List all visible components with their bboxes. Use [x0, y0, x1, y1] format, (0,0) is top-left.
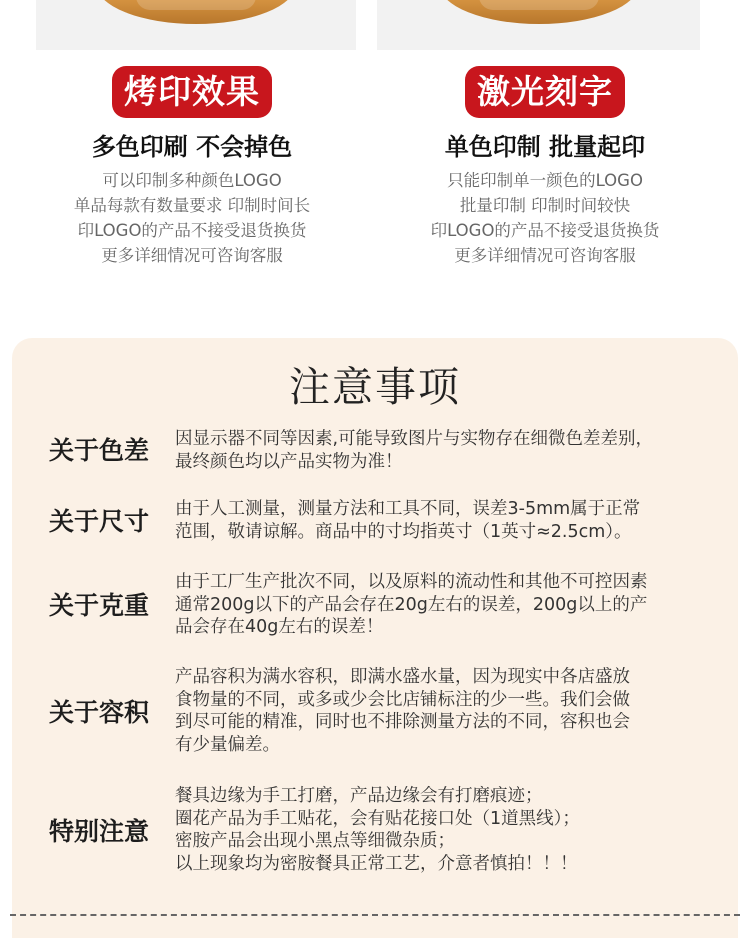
notice-row-label: 关于色差	[49, 436, 150, 465]
notice-row-text	[175, 428, 730, 473]
option-laser-engraving	[375, 66, 715, 268]
notice-row-line: 食物量的不同，或多或少会比店铺标注的少一些。我们会做	[175, 689, 630, 710]
option-line: 印LOGO的产品不接受退货换货	[430, 221, 660, 240]
notice-row-line: 产品容积为满水容积，即满水盛水量，因为现实中各店盛放	[175, 667, 630, 687]
notice-row-line: 通常200g以下的产品会存在20g左右的误差，200g以上的产	[175, 594, 648, 615]
option-line: 单品每款有数量要求 印制时间长	[73, 196, 311, 215]
notice-title: 注意事项	[289, 363, 461, 411]
notice-row-line: 圈花产品为手工贴花，会有贴花接口处（1道黑线）；	[175, 808, 580, 829]
notice-row-text	[175, 785, 730, 875]
product-image-right	[377, 0, 700, 50]
option-subtitle: 多色印刷 不会掉色	[91, 133, 293, 161]
notice-row-line: 范围，敬请谅解。商品中的寸均指英寸（1英寸≈2.5cm）。	[175, 521, 632, 542]
option-badge: 激光刻字	[465, 66, 625, 118]
notice-row-line: 以上现象均为密胺餐具正常工艺，介意者慎拍！！！	[175, 853, 578, 874]
option-baked-print	[22, 66, 362, 268]
dashed-divider	[10, 914, 740, 916]
notice-row-line: 最终颜色均以产品实物为准！	[175, 451, 403, 472]
option-line: 可以印制多种颜色LOGO	[102, 171, 282, 190]
option-line: 批量印制 印制时间较快	[459, 196, 631, 215]
bowl-image	[96, 0, 296, 24]
notice-row-line: 到尽可能的精准，同时也不排除测量方法的不同，容积也会	[175, 712, 630, 732]
notice-panel	[12, 338, 738, 938]
notice-row-line: 因显示器不同等因素,可能导致图片与实物存在细微色差差别，	[175, 429, 654, 449]
notice-row-line: 密胺产品会出现小黑点等细微杂质；	[175, 831, 455, 851]
notice-row-text	[175, 571, 730, 639]
bowl-image	[439, 0, 639, 24]
notice-row-label: 关于容积	[49, 698, 150, 727]
notice-row-line: 由于人工测量，测量方法和工具不同，误差3-5mm属于正常	[175, 499, 641, 519]
notice-row-text	[175, 666, 730, 756]
option-subtitle: 单色印制 批量起印	[444, 133, 646, 161]
option-line: 更多详细情况可咨询客服	[454, 246, 636, 265]
option-line: 只能印制单一颜色的LOGO	[447, 171, 643, 190]
notice-row-label: 特别注意	[49, 817, 150, 846]
notice-row-line: 品会存在40g左右的误差！	[175, 617, 384, 637]
notice-row-line: 由于工厂生产批次不同，以及原料的流动性和其他不可控因素	[175, 572, 648, 592]
product-image-left	[36, 0, 356, 50]
notice-row-label: 关于克重	[49, 591, 150, 620]
notice-row-line: 餐具边缘为手工打磨，产品边缘会有打磨痕迹；	[175, 786, 543, 806]
notice-row-label: 关于尺寸	[49, 507, 150, 536]
notice-row-line: 有少量偏差。	[175, 734, 280, 755]
option-line: 印LOGO的产品不接受退货换货	[77, 221, 307, 240]
notice-row-text	[175, 498, 730, 543]
option-line: 更多详细情况可咨询客服	[101, 246, 283, 265]
option-badge: 烤印效果	[112, 66, 272, 118]
